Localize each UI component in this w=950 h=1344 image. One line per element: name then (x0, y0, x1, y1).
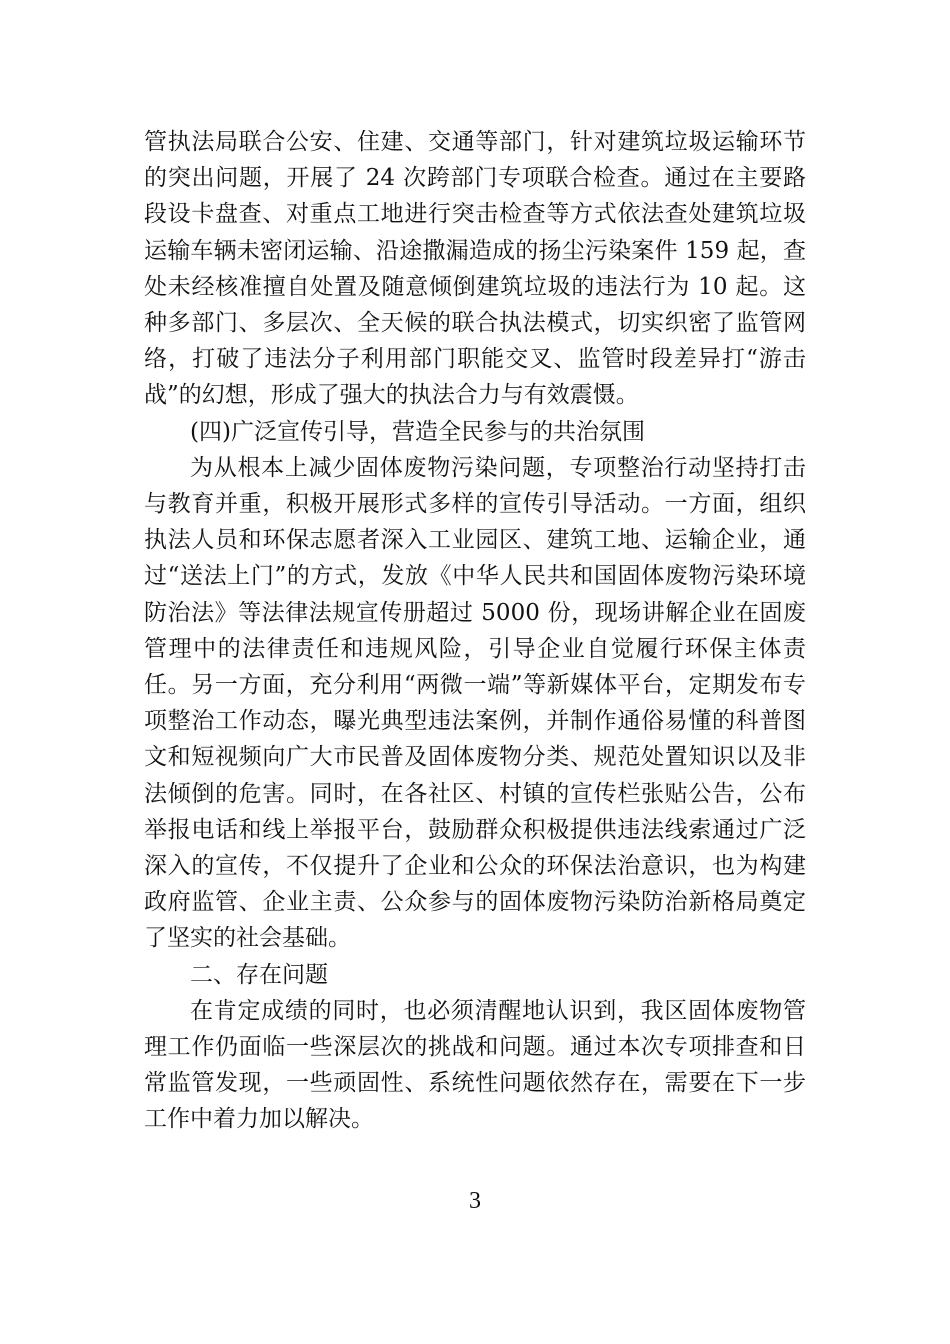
page-number: 3 (469, 1188, 481, 1214)
document-body (144, 124, 806, 1138)
paragraph-continued: 管执法局联合公安、住建、交通等部门，针对建筑垃圾运输环节的突出问题，开展了 24 次跨部门专项联合检查。通过在主要路段设卡盘查、对重点工地进行突击检查等方式依法查处建筑垃圾运输车辆未密闭运输、沿途撒漏造成的扬尘污染案件 159 起，查处未经核准擅自处置及随意倾倒建筑垃圾的违法行为 10 起。这种多部门、多层次、全天候的联合执法模式，切实织密了监管网络，打破了违法分子利用部门职能交叉、监管时段差异打“游击战”的幻想，形成了强大的执法合力与有效震慑。 (144, 129, 806, 409)
paragraph-problems: 在肯定成绩的同时，也必须清醒地认识到，我区固体废物管理工作仍面临一些深层次的挑战和问题。通过本次专项排查和日常监管发现，一些顽固性、系统性问题依然存在，需要在下一步工作中着力加以解决。 (144, 997, 806, 1133)
section-heading-4: (四)广泛宣传引导，营造全民参与的共治氛围 (190, 418, 645, 445)
paragraph-publicity: 为从根本上减少固体废物污染问题，专项整治行动坚持打击与教育并重，积极开展形式多样的宣传引导活动。一方面，组织执法人员和环保志愿者深入工业园区、建筑工地、运输企业，通过“送法上门”的方式，发放《中华人民共和国固体废物污染环境防治法》等法律法规宣传册超过 5000 份，现场讲解企业在固废管理中的法律责任和违规风险，引导企业自觉履行环保主体责任。另一方面，充分利用“两微一端”等新媒体平台，定期发布专项整治工作动态，曝光典型违法案例，并制作通俗易懂的科普图文和短视频向广大市民普及固体废物分类、规范处置知识以及非法倾倒的危害。同时，在各社区、村镇的宣传栏张贴公告，公布举报电话和线上举报平台，鼓励群众积极提供违法线索通过广泛深入的宣传，不仅提升了企业和公众的环保法治意识，也为构建政府监管、企业主责、公众参与的固体废物污染防治新格局奠定了坚实的社会基础。 (144, 454, 806, 952)
section-heading-2: 二、存在问题 (190, 961, 328, 988)
